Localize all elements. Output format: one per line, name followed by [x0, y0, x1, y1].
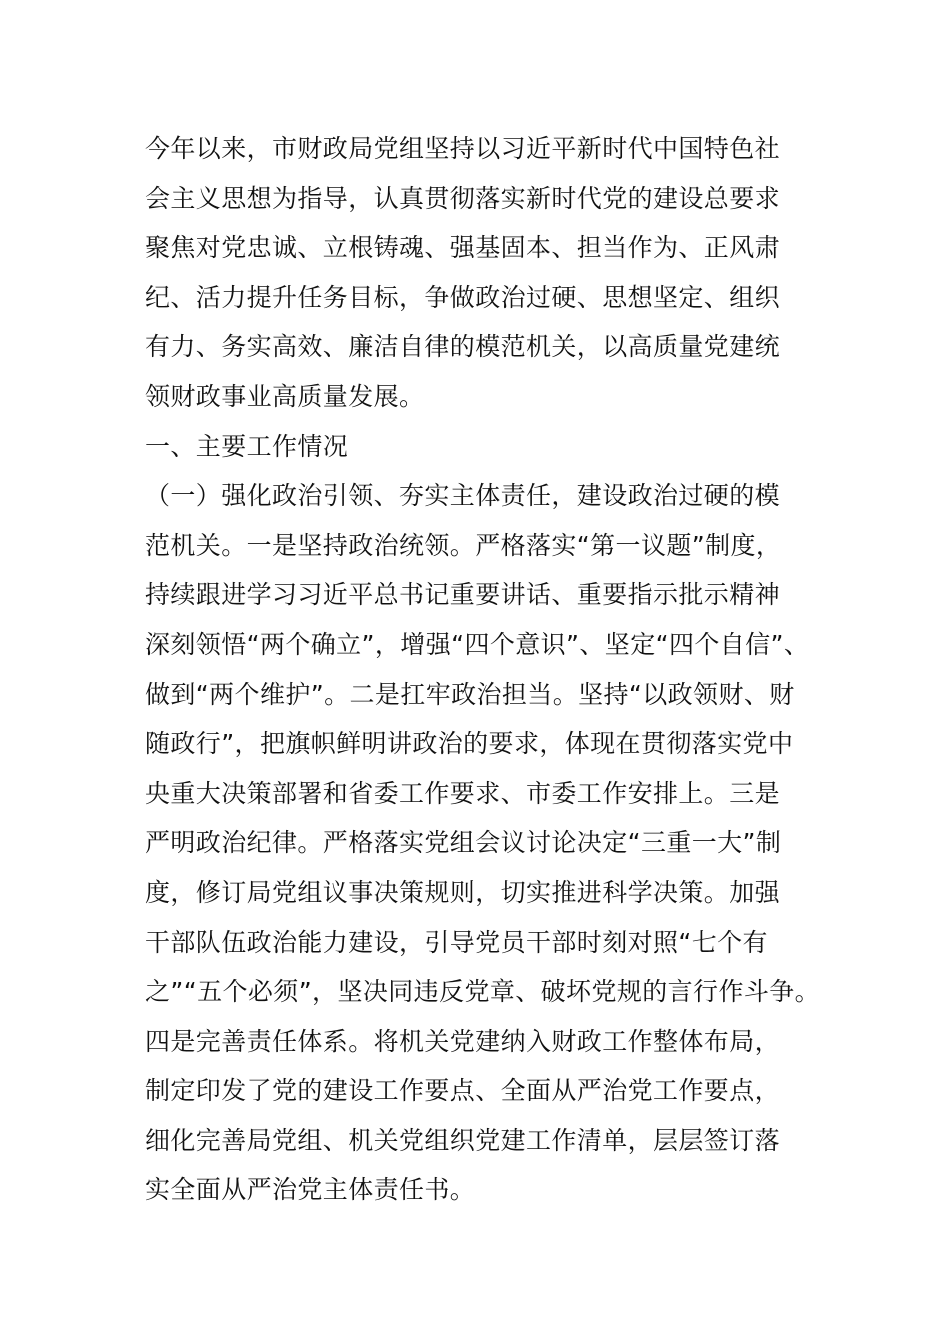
intro-paragraph-line: 会主义思想为指导，认真贯彻落实新时代党的建设总要求 — [145, 183, 781, 213]
intro-paragraph-line: 聚焦对党忠诚、立根铸魂、强基固本、担当作为、正风肃 — [145, 233, 781, 263]
section-paragraph-line: 度，修订局党组议事决策规则，切实推进科学决策。加强 — [145, 877, 781, 907]
section-paragraph-line: 干部队伍政治能力建设，引导党员干部时刻对照“七个有 — [145, 927, 768, 957]
section-heading: 一、主要工作情况 — [145, 431, 349, 461]
section-paragraph-line: 制定印发了党的建设工作要点、全面从严治党工作要点， — [145, 1076, 781, 1106]
section-paragraph-line: 细化完善局党组、机关党组织党建工作清单，层层签订落 — [145, 1125, 781, 1155]
section-paragraph-line: 四是完善责任体系。将机关党建纳入财政工作整体布局， — [145, 1026, 781, 1056]
section-paragraph-line: 之”“五个必须”，坚决同违反党章、破坏党规的言行作斗争。 — [145, 977, 821, 1007]
section-paragraph-line: 严明政治纪律。严格落实党组会议讨论决定“三重一大”制 — [145, 828, 782, 858]
section-paragraph-line: 范机关。一是坚持政治统领。严格落实“第一议题”制度， — [145, 530, 782, 560]
section-paragraph-line: 央重大决策部署和省委工作要求、市委工作安排上。三是 — [145, 778, 781, 808]
intro-paragraph-line: 有力、务实高效、廉洁自律的模范机关，以高质量党建统 — [145, 332, 781, 362]
section-paragraph-line: 做到“两个维护”。二是扛牢政治担当。坚持“以政领财、财 — [145, 679, 795, 709]
section-paragraph-line: 深刻领悟“两个确立”，增强“四个意识”、坚定“四个自信”、 — [145, 629, 810, 659]
section-paragraph-line: 随政行”，把旗帜鲜明讲政治的要求，体现在贯彻落实党中 — [145, 729, 794, 759]
intro-paragraph-line: 纪、活力提升任务目标，争做政治过硬、思想坚定、组织 — [145, 282, 781, 312]
section-paragraph-line: （一）强化政治引领、夯实主体责任，建设政治过硬的模 — [145, 481, 781, 511]
section-paragraph-line: 实全面从严治党主体责任书。 — [145, 1175, 476, 1205]
section-paragraph-line: 持续跟进学习习近平总书记重要讲话、重要指示批示精神 — [145, 580, 781, 610]
document-body — [145, 124, 835, 1215]
intro-paragraph-line: 今年以来，市财政局党组坚持以习近平新时代中国特色社 — [145, 134, 781, 163]
intro-paragraph-line: 领财政事业高质量发展。 — [145, 381, 425, 411]
